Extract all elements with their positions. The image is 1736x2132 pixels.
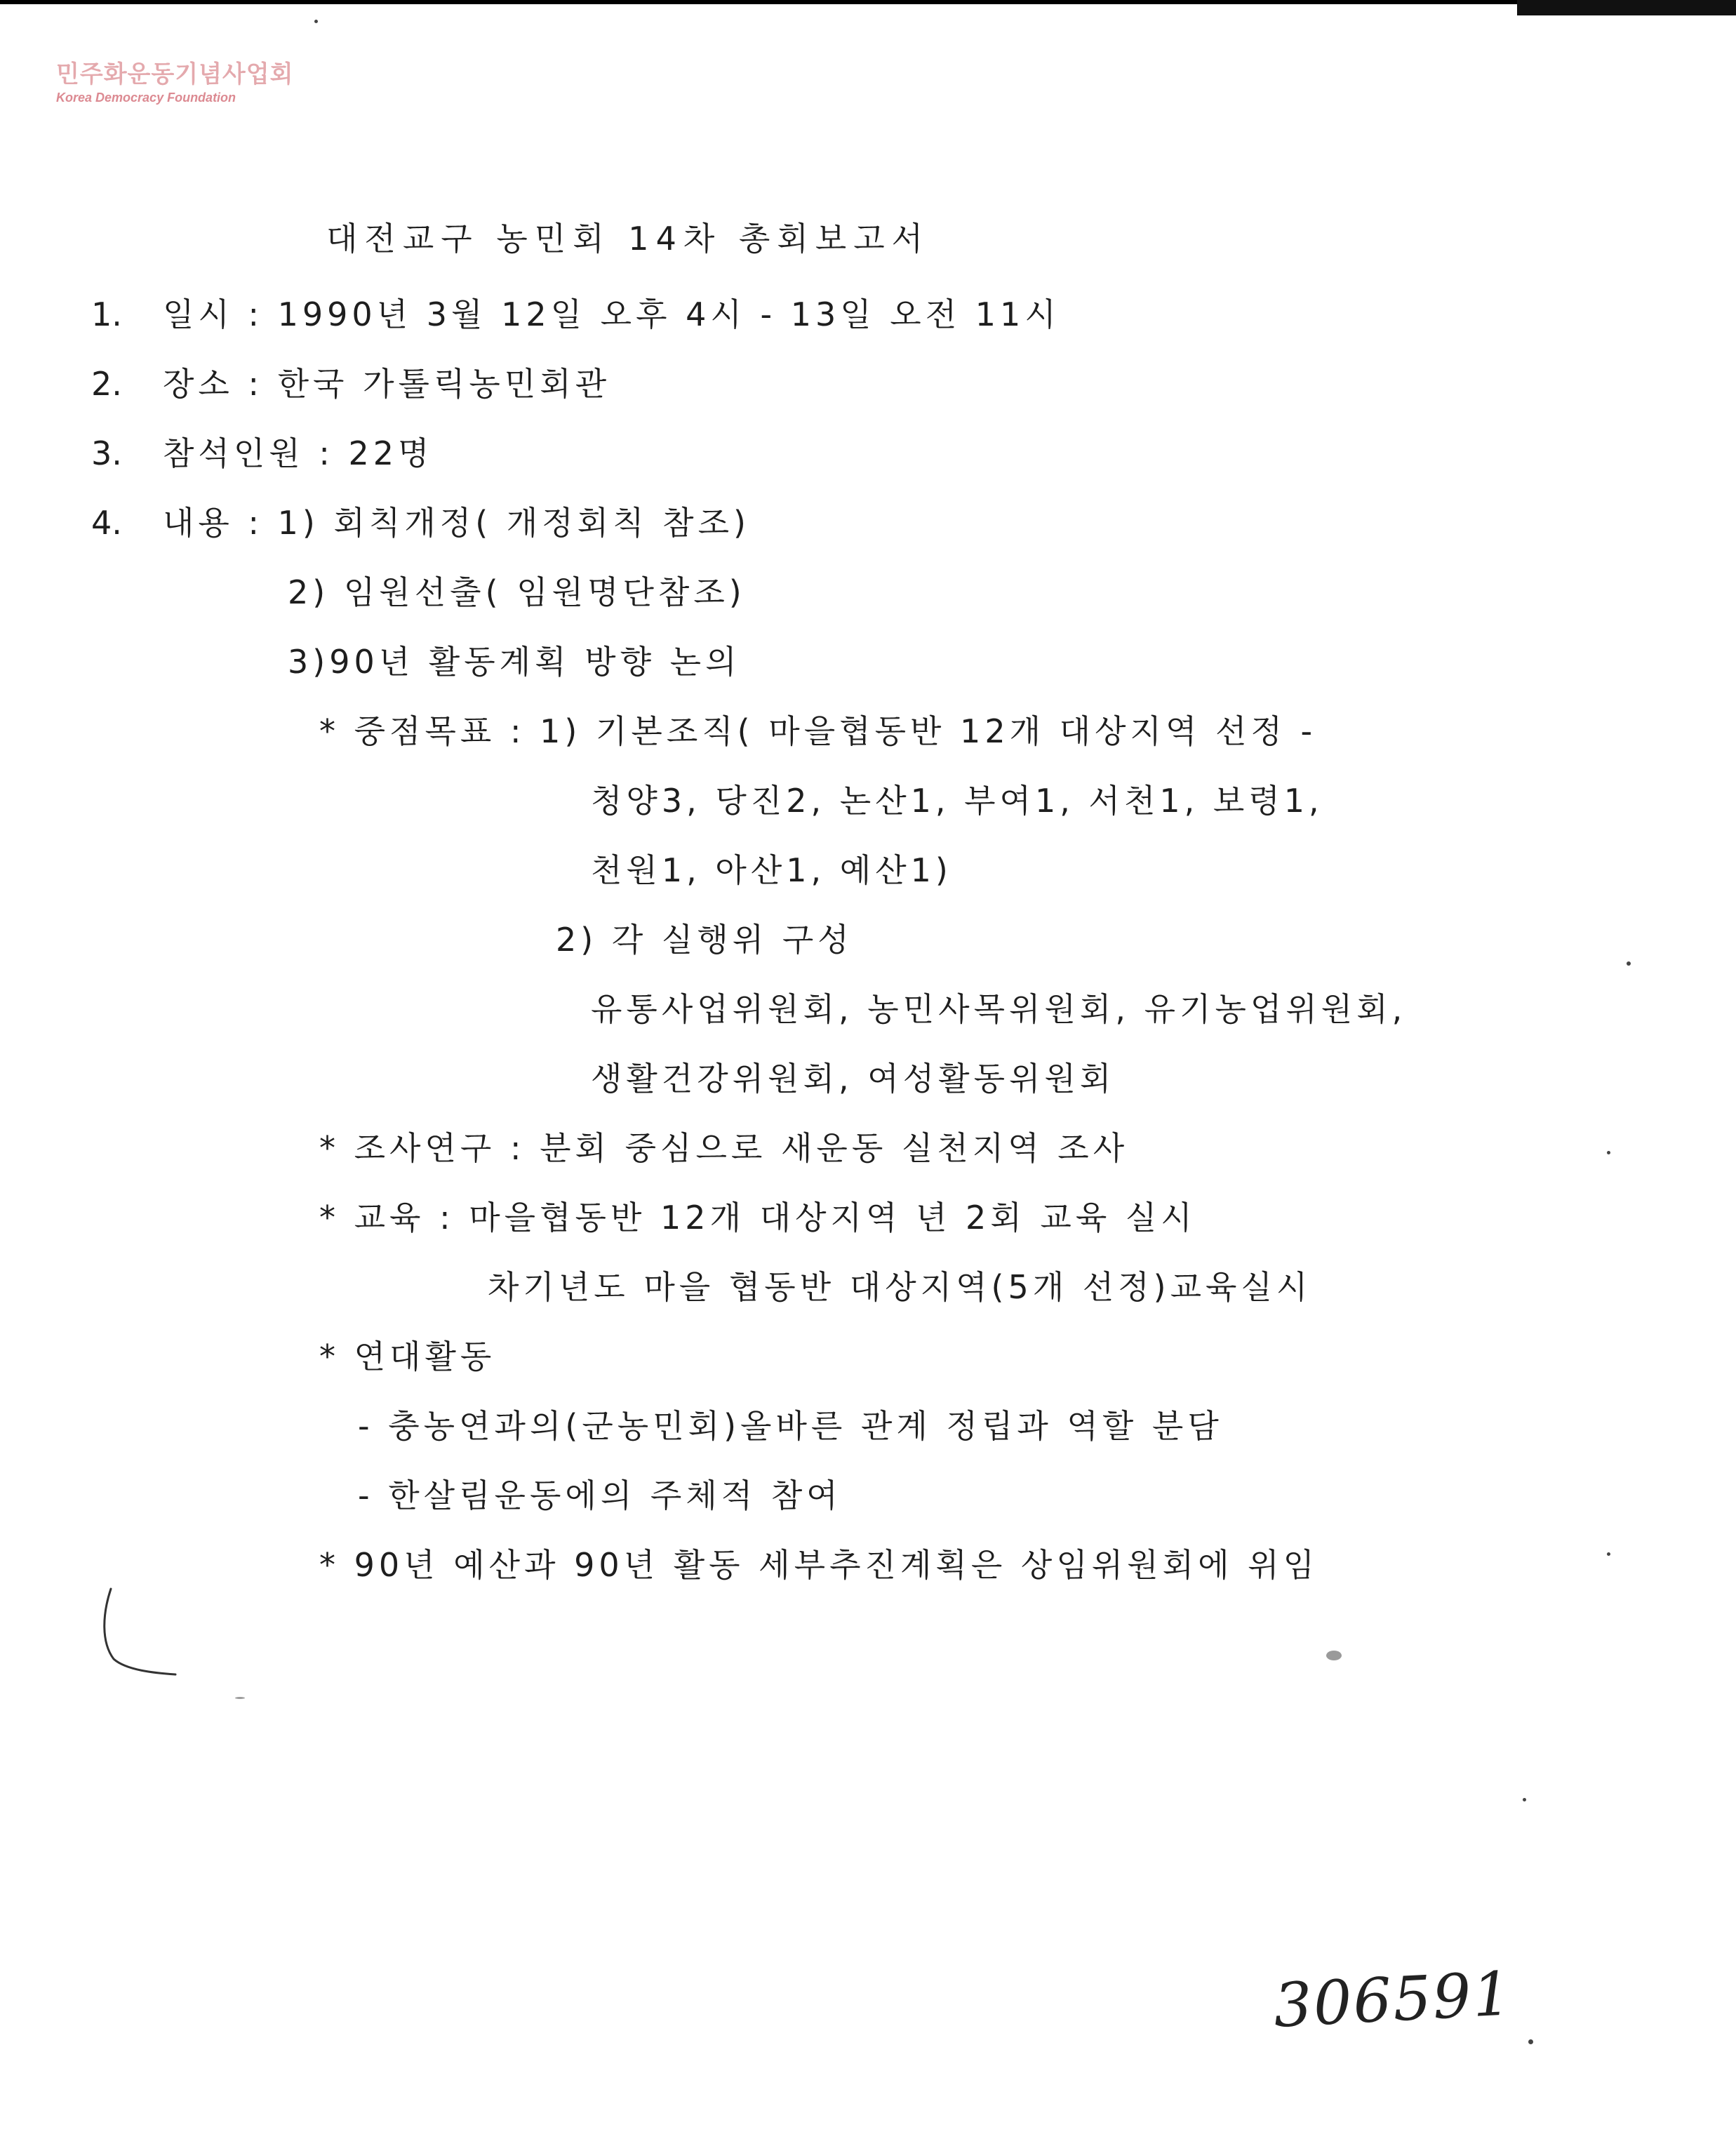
- content-line: * 조사연구 : 분회 중심으로 새운동 실천지역 조사: [319, 1129, 1129, 1167]
- content-line: 천원1, 아산1, 예산1): [591, 851, 952, 889]
- item-number: 3.: [91, 434, 122, 472]
- content-line: 3)90년 활동계획 방향 논의: [288, 643, 741, 681]
- scan-top-edge: [0, 0, 1736, 4]
- foundation-watermark: [56, 55, 293, 105]
- item-number: 1.: [91, 295, 122, 333]
- content-line: * 교육 : 마을협동반 12개 대상지역 년 2회 교육 실시: [319, 1199, 1196, 1237]
- content-line: - 충농연과의(군농민회)올바른 관계 정립과 역할 분담: [358, 1407, 1223, 1445]
- scan-speck: [235, 1697, 245, 1699]
- content-line: 차기년도 마을 협동반 대상지역(5개 선정)교육실시: [488, 1268, 1312, 1306]
- content-line: * 90년 예산과 90년 활동 세부추진계획은 상임위원회에 위임: [319, 1546, 1319, 1584]
- watermark-korean: 민주화운동기념사업회: [56, 60, 294, 88]
- scan-speck: [1326, 1651, 1342, 1660]
- item-number: 2.: [91, 365, 122, 403]
- item-place: 장소 : 한국 가톨릭농민회관: [163, 365, 611, 403]
- watermark-english: Korea Democracy Foundation: [56, 91, 236, 105]
- scan-top-right-edge: [1517, 0, 1736, 15]
- content-line: 2) 임원선출( 임원명단참조): [288, 573, 746, 611]
- item-number: 4.: [91, 504, 122, 542]
- scan-speck: [1528, 2039, 1533, 2044]
- scan-speck: [1627, 961, 1631, 966]
- item-date: 일시 : 1990년 3월 12일 오후 4시 - 13일 오전 11시: [163, 295, 1060, 333]
- scan-speck: [1523, 1798, 1526, 1801]
- content-line: - 한살림운동에의 주체적 참여: [358, 1477, 842, 1514]
- archive-number: 306591: [1271, 1959, 1514, 2041]
- content-line: * 연대활동: [319, 1338, 496, 1375]
- margin-bracket-mark: [98, 1586, 182, 1684]
- content-line: * 중점목표 : 1) 기본조직( 마을협동반 12개 대상지역 선정 -: [319, 712, 1317, 750]
- content-line: 2) 각 실행위 구성: [556, 921, 853, 959]
- content-line: 유통사업위원회, 농민사목위원회, 유기농업위원회,: [591, 990, 1407, 1028]
- scan-speck: [314, 20, 318, 23]
- item-content: 내용 : 1) 회칙개정( 개정회칙 참조): [163, 504, 750, 542]
- scan-speck: [1607, 1151, 1610, 1154]
- item-attendance: 참석인원 : 22명: [163, 434, 434, 472]
- content-line: 생활건강위원회, 여성활동위원회: [591, 1060, 1116, 1098]
- content-line: 청양3, 당진2, 논산1, 부여1, 서천1, 보령1,: [591, 782, 1323, 820]
- scan-speck: [1607, 1552, 1610, 1556]
- document-title: 대전교구 농민회 14차 총회보고서: [326, 220, 930, 258]
